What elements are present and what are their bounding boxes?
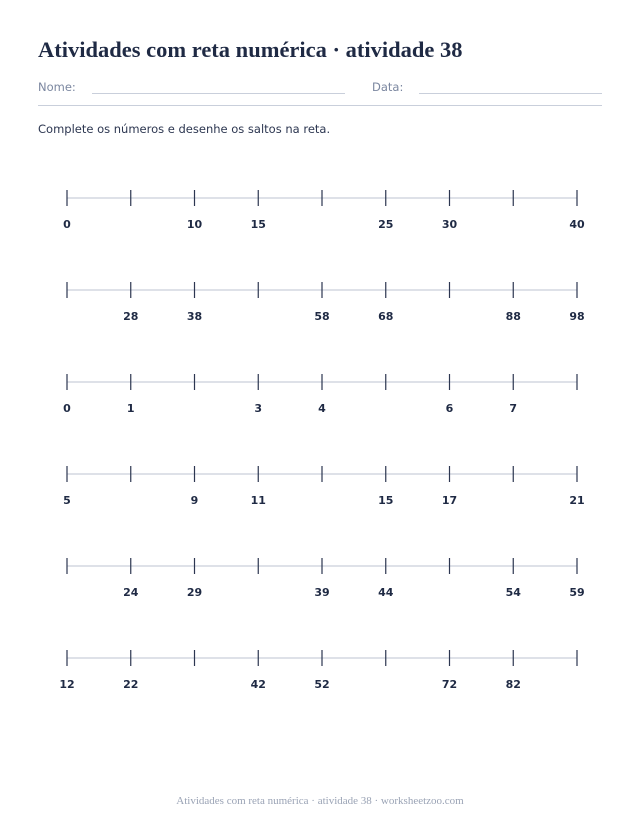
tick-label: 88	[505, 310, 521, 323]
footer-text: Atividades com reta numérica · atividade 38 · worksheetzoo.com	[176, 795, 464, 807]
blank-answer-slot[interactable]	[183, 676, 207, 692]
tick-label: 0	[63, 218, 71, 231]
blank-answer-slot[interactable]	[119, 216, 143, 232]
worksheet-title: Atividades com reta numérica · atividade 38	[38, 37, 463, 62]
blank-answer-slot[interactable]	[501, 216, 525, 232]
blank-answer-slot[interactable]	[438, 308, 462, 324]
tick-label: 11	[250, 494, 266, 507]
tick-label: 3	[254, 402, 263, 415]
tick-label: 1	[126, 402, 135, 415]
tick-label: 58	[314, 310, 330, 323]
tick-label: 0	[63, 402, 71, 415]
tick-label: 28	[123, 310, 139, 323]
tick-label: 4	[318, 402, 326, 415]
tick-label: 68	[378, 310, 394, 323]
blank-answer-slot[interactable]	[55, 308, 79, 324]
blank-answer-slot[interactable]	[501, 492, 525, 508]
blank-answer-slot[interactable]	[55, 584, 79, 600]
blank-answer-slot[interactable]	[565, 676, 589, 692]
tick-label: 44	[378, 586, 394, 599]
tick-label: 9	[190, 494, 199, 507]
tick-label: 30	[441, 218, 458, 231]
blank-answer-slot[interactable]	[565, 400, 589, 416]
tick-label: 40	[569, 218, 585, 231]
tick-label: 42	[250, 678, 266, 691]
number-line	[55, 558, 585, 600]
number-line	[55, 282, 585, 324]
name-label: Nome:	[38, 80, 76, 94]
number-line	[63, 374, 589, 416]
tick-label: 15	[378, 494, 394, 507]
tick-label: 25	[378, 218, 394, 231]
tick-label: 24	[123, 586, 139, 599]
blank-answer-slot[interactable]	[183, 400, 207, 416]
tick-label: 82	[505, 678, 521, 691]
tick-label: 38	[186, 310, 203, 323]
tick-label: 15	[250, 218, 266, 231]
tick-label: 54	[505, 586, 521, 599]
tick-label: 29	[186, 586, 203, 599]
number-line	[63, 190, 585, 232]
blank-answer-slot[interactable]	[246, 308, 270, 324]
tick-label: 5	[63, 494, 71, 507]
tick-label: 17	[441, 494, 458, 507]
blank-answer-slot[interactable]	[119, 492, 143, 508]
blank-answer-slot[interactable]	[374, 400, 398, 416]
blank-answer-slot[interactable]	[310, 492, 334, 508]
tick-label: 7	[509, 402, 518, 415]
date-label: Data:	[372, 80, 404, 94]
blank-answer-slot[interactable]	[438, 584, 462, 600]
tick-label: 21	[569, 494, 585, 507]
tick-label: 39	[314, 586, 330, 599]
tick-label: 52	[314, 678, 330, 691]
tick-label: 12	[59, 678, 75, 691]
tick-label: 10	[186, 218, 203, 231]
blank-answer-slot[interactable]	[246, 584, 270, 600]
tick-label: 59	[569, 586, 585, 599]
blank-answer-slot[interactable]	[374, 676, 398, 692]
tick-label: 72	[441, 678, 458, 691]
tick-label: 6	[445, 402, 454, 415]
tick-label: 22	[123, 678, 139, 691]
number-line	[59, 650, 589, 692]
instructions-text: Complete os números e desenhe os saltos na reta.	[38, 122, 331, 136]
blank-answer-slot[interactable]	[310, 216, 334, 232]
number-line	[63, 466, 584, 508]
tick-label: 98	[569, 310, 585, 323]
